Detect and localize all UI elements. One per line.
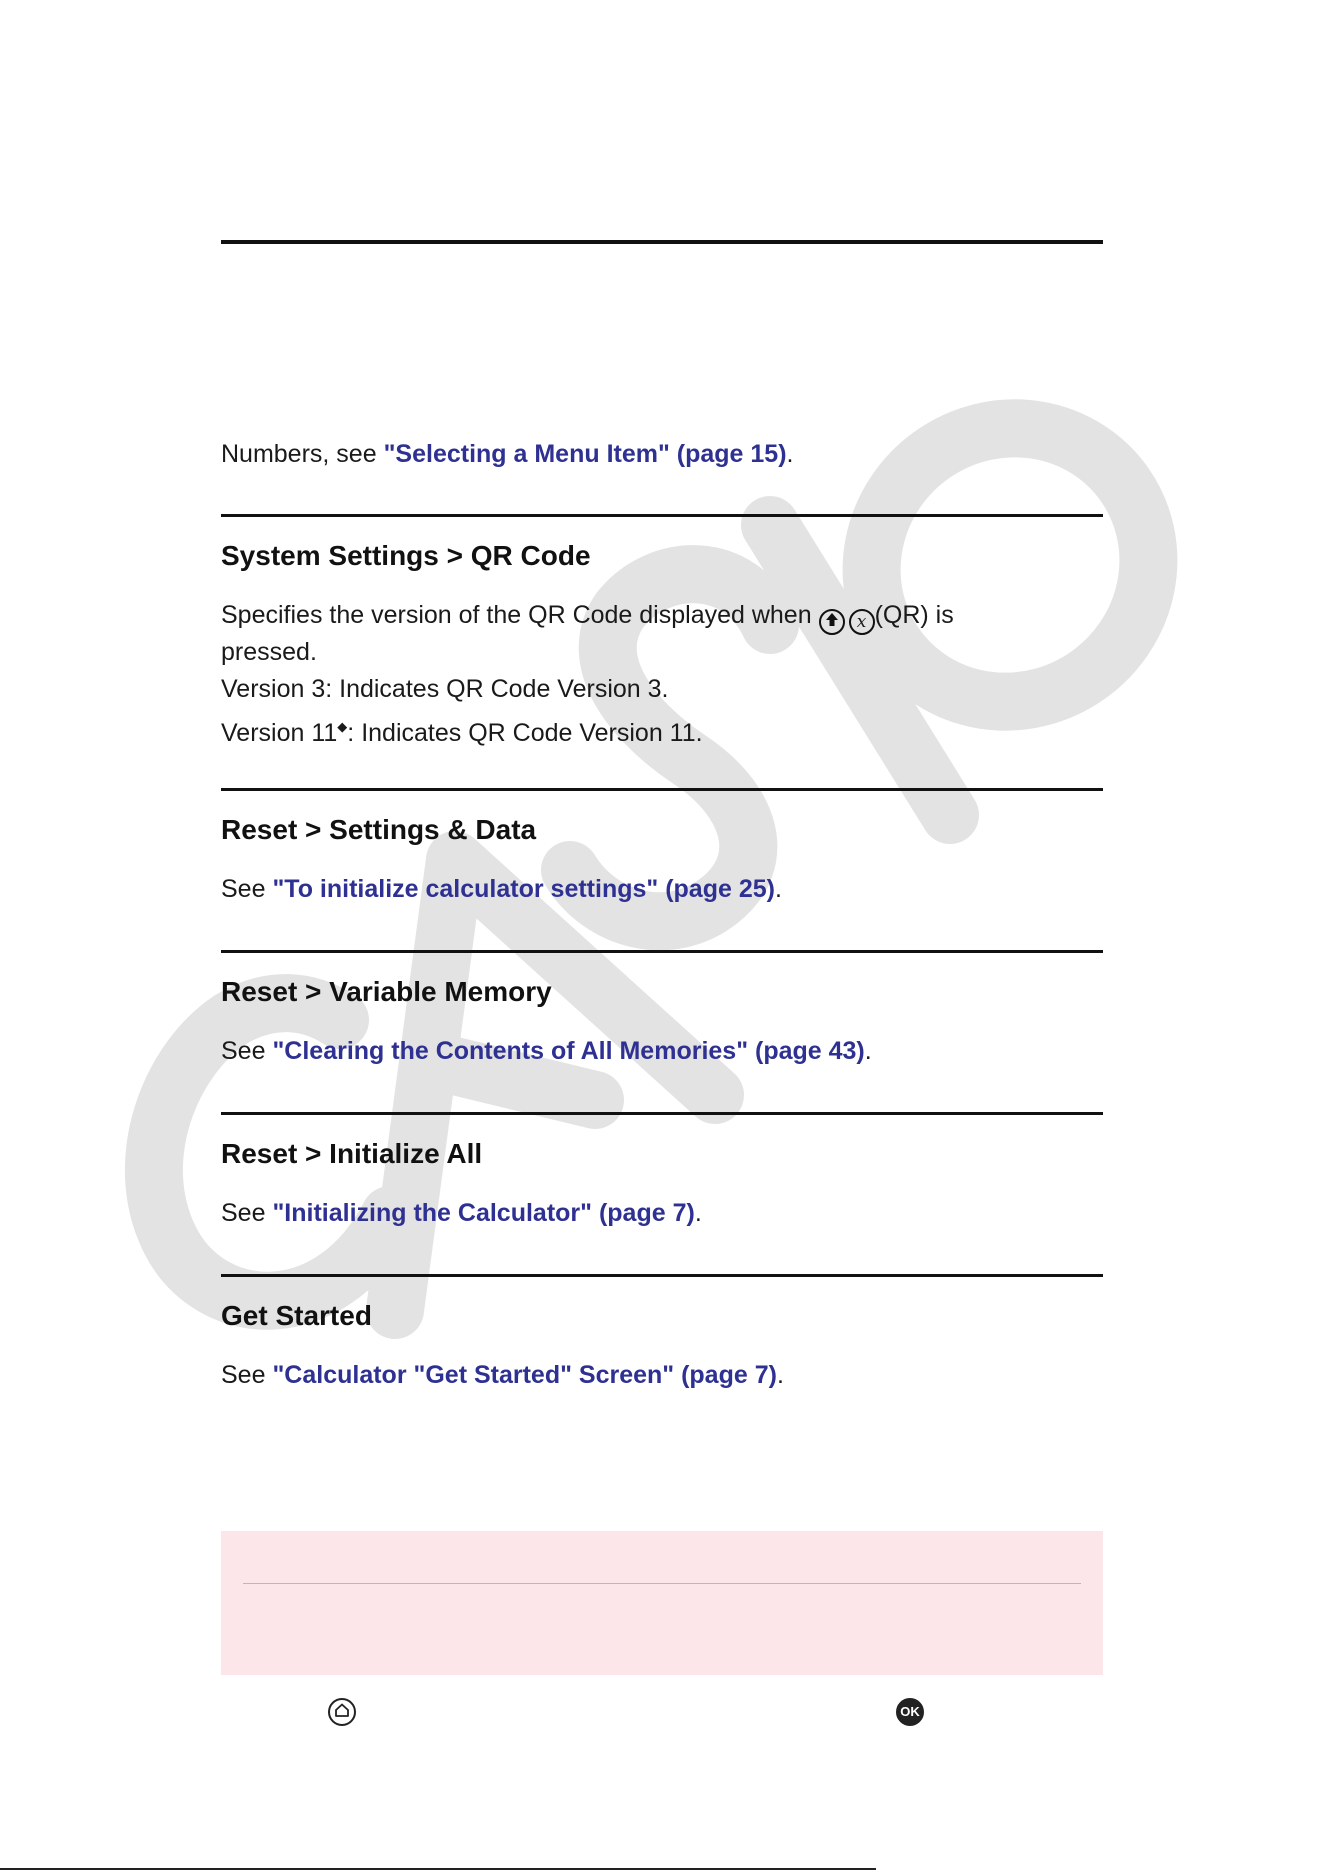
get-started-line <box>221 1357 784 1394</box>
section-divider-qr <box>221 514 1103 517</box>
intro-line <box>221 436 793 473</box>
section-divider-reset-settings <box>221 788 1103 791</box>
intro-link[interactable]: "Selecting a Menu Item" (page 15) <box>383 440 787 468</box>
reset-memory-line <box>221 1033 872 1070</box>
reset-all-title: Reset > Initialize All <box>221 1138 483 1169</box>
reset-settings-title: Reset > Settings & Data <box>221 814 537 845</box>
get-started-suffix: . <box>776 1361 784 1389</box>
get-started-prefix: See <box>221 1361 273 1389</box>
reset-all-line <box>221 1195 702 1232</box>
get-started-title: Get Started <box>221 1300 372 1331</box>
reset-all-suffix: . <box>694 1199 702 1227</box>
reset-settings-suffix: . <box>774 875 782 903</box>
diamond-mark: ◆ <box>337 719 348 734</box>
qr-line4-suffix: : Indicates QR Code Version 11. <box>347 719 703 747</box>
home-icon <box>328 1698 356 1726</box>
qr-line-3: Version 3: Indicates QR Code Version 3. <box>221 675 669 703</box>
qr-line4-prefix: Version 11 <box>221 719 338 747</box>
reset-settings-line <box>221 871 782 908</box>
reset-memory-title: Reset > Variable Memory <box>221 976 552 1007</box>
section-divider-reset-all <box>221 1112 1103 1115</box>
intro-prefix: Numbers, see <box>221 440 384 468</box>
qr-line-2: pressed. <box>221 638 317 666</box>
note-box-divider <box>243 1583 1081 1584</box>
qr-line1-suffix: (QR) is <box>874 601 954 629</box>
reset-all-prefix: See <box>221 1199 273 1227</box>
reset-memory-link[interactable]: "Clearing the Contents of All Memories" (page 43) <box>272 1037 865 1065</box>
note-box <box>221 1531 1103 1675</box>
intro-suffix: . <box>786 440 794 468</box>
reset-memory-prefix: See <box>221 1037 273 1065</box>
qr-line1-prefix: Specifies the version of the QR Code displayed when <box>221 601 819 629</box>
x-key-icon: x <box>849 609 875 635</box>
get-started-link[interactable]: "Calculator "Get Started" Screen" (page 7) <box>272 1361 777 1389</box>
qr-line-1 <box>221 597 954 635</box>
section-divider-get-started <box>221 1274 1103 1277</box>
qr-line-4 <box>221 708 703 752</box>
top-rule <box>221 240 1103 244</box>
reset-memory-suffix: . <box>864 1037 872 1065</box>
reset-settings-prefix: See <box>221 875 273 903</box>
shift-arrow-icon <box>819 609 845 635</box>
reset-settings-link[interactable]: "To initialize calculator settings" (page 25) <box>272 875 775 903</box>
reset-all-link[interactable]: "Initializing the Calculator" (page 7) <box>272 1199 695 1227</box>
ok-key-icon: OK <box>896 1698 924 1726</box>
section-divider-reset-memory <box>221 950 1103 953</box>
bottom-edge-line <box>0 1868 876 1870</box>
qr-section-title: System Settings > QR Code <box>221 540 591 571</box>
